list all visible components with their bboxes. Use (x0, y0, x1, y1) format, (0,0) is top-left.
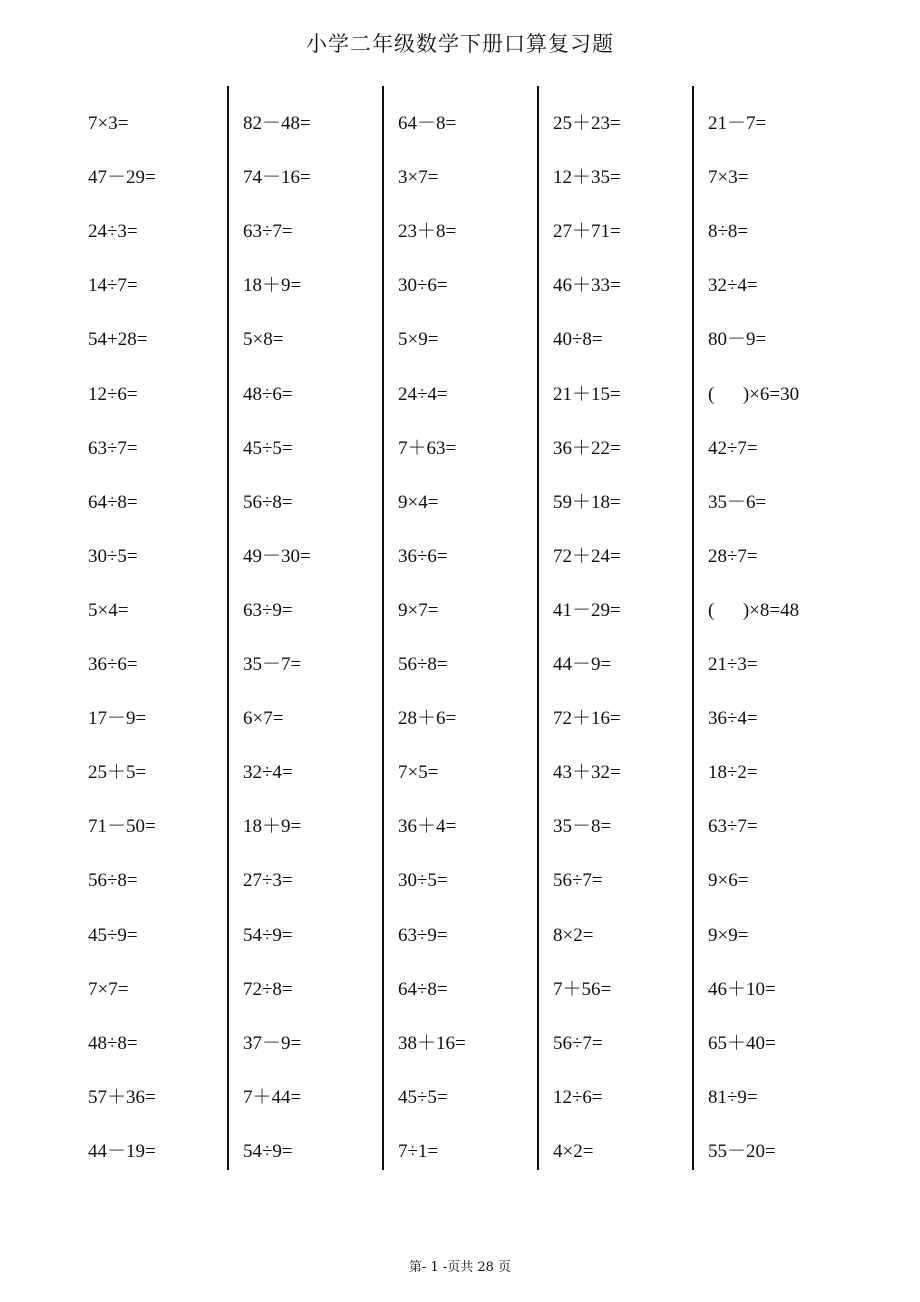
problem-item: 63÷7= (88, 437, 138, 459)
problem-item: 47－29= (88, 167, 156, 189)
problem-item: ( )×8=48 (708, 599, 800, 621)
problem-item: 5×8= (243, 329, 284, 351)
problem-item: 25＋23= (553, 113, 621, 134)
problem-item: 56÷7= (553, 1032, 603, 1054)
problem-item: 12＋35= (553, 167, 621, 189)
problem-item: 63÷9= (243, 599, 293, 621)
problem-item: 38＋16= (398, 1032, 466, 1054)
problem-item: 36÷6= (398, 545, 448, 567)
problem-item: 45÷5= (243, 437, 293, 459)
problem-item: 82－48= (243, 113, 311, 134)
problem-item: 14÷7= (88, 275, 138, 297)
problem-item: 54+28= (88, 329, 148, 351)
exercise-grid (72, 86, 848, 1170)
page-title: 小学二年级数学下册口算复习题 (306, 32, 614, 56)
problem-item: 43＋32= (553, 762, 621, 784)
problem-item: 7×7= (88, 978, 129, 1000)
problem-item: 56÷7= (553, 870, 603, 892)
problem-item: 74－16= (243, 167, 311, 189)
problem-item: 6×7= (243, 708, 284, 730)
problem-item: 9×7= (398, 599, 439, 621)
problem-item: 3×7= (398, 167, 439, 189)
problem-item: 37－9= (243, 1032, 302, 1054)
problem-item: 44－9= (553, 654, 612, 675)
problem-item: 7×3= (88, 113, 129, 134)
problem-item: 45÷5= (398, 1086, 448, 1108)
problem-item: 59＋18= (553, 491, 621, 513)
problem-item: 9×6= (708, 870, 749, 892)
problem-item: 21＋15= (553, 383, 621, 405)
problem-column-5 (692, 86, 847, 1170)
problem-item: 27÷3= (243, 870, 293, 892)
problem-item: 64÷8= (398, 978, 448, 1000)
problem-item: 36＋4= (398, 816, 457, 838)
problem-item: 5×4= (88, 599, 129, 621)
problem-item: 7＋56= (553, 978, 612, 1000)
problem-item: 7＋44= (243, 1086, 302, 1108)
problem-item: 57＋36= (88, 1086, 156, 1108)
problem-item: 36÷4= (708, 708, 758, 730)
problem-item: 80－9= (708, 329, 767, 351)
problem-item: 30÷6= (398, 275, 448, 297)
problem-item: 18÷2= (708, 762, 758, 784)
problem-item: 12÷6= (553, 1086, 603, 1108)
problem-item: 9×9= (708, 924, 749, 946)
problem-item: 56÷8= (88, 870, 138, 892)
problem-item: 30÷5= (398, 870, 448, 892)
problem-item: 65＋40= (708, 1032, 776, 1054)
problem-item: 24÷4= (398, 383, 448, 405)
problem-item: 72÷8= (243, 978, 293, 1000)
problem-item: 54÷9= (243, 1140, 293, 1162)
problem-item: 25＋5= (88, 762, 147, 784)
problem-column-4 (537, 86, 692, 1170)
problem-item: 71－50= (88, 816, 156, 838)
problem-item: 23＋8= (398, 221, 457, 243)
problem-column-1 (72, 86, 227, 1170)
problem-item: 35－7= (243, 654, 302, 675)
problem-item: 54÷9= (243, 924, 293, 946)
problem-item: 35－6= (708, 491, 767, 513)
problem-item: 27＋71= (553, 221, 621, 243)
problem-item: 48÷8= (88, 1032, 138, 1054)
problem-item: 7÷1= (398, 1140, 439, 1162)
problem-item: 4×2= (553, 1140, 594, 1162)
problem-item: 28＋6= (398, 708, 457, 730)
problem-item: 56÷8= (243, 491, 293, 513)
problem-item: 7＋63= (398, 437, 457, 459)
problem-item: 64－8= (398, 113, 457, 134)
problem-item: 46＋10= (708, 978, 776, 1000)
problem-item: 64÷8= (88, 491, 138, 513)
problem-item: 42÷7= (708, 437, 758, 459)
problem-item: 49－30= (243, 545, 311, 567)
page-footer: 第- 1 -页共 28 页 (408, 1260, 512, 1275)
problem-item: 35－8= (553, 816, 612, 838)
problem-item: 46＋33= (553, 275, 621, 297)
problem-item: 44－19= (88, 1140, 156, 1162)
problem-item: 21÷3= (708, 654, 758, 675)
problem-item: 48÷6= (243, 383, 293, 405)
problem-item: 28÷7= (708, 545, 758, 567)
problem-item: 8×2= (553, 924, 594, 946)
problem-item: 8÷8= (708, 221, 749, 243)
problem-item: 63÷9= (398, 924, 448, 946)
problem-item: 18＋9= (243, 816, 302, 838)
problem-item: 63÷7= (708, 816, 758, 838)
problem-item: 17－9= (88, 708, 147, 730)
problem-item: ( )×6=30 (708, 383, 800, 405)
problem-item: 56÷8= (398, 654, 448, 675)
problem-item: 40÷8= (553, 329, 603, 351)
problem-item: 12÷6= (88, 383, 138, 405)
problem-item: 36÷6= (88, 654, 138, 675)
problem-item: 55－20= (708, 1140, 776, 1162)
problem-item: 18＋9= (243, 275, 302, 297)
problem-item: 24÷3= (88, 221, 138, 243)
problem-column-3 (382, 86, 537, 1170)
problem-item: 81÷9= (708, 1086, 758, 1108)
problem-item: 7×3= (708, 167, 749, 189)
problem-item: 41－29= (553, 599, 621, 621)
problem-column-2 (227, 86, 382, 1170)
problem-item: 5×9= (398, 329, 439, 351)
problem-item: 72＋16= (553, 708, 621, 730)
problem-item: 32÷4= (708, 275, 758, 297)
problem-item: 45÷9= (88, 924, 138, 946)
problem-item: 7×5= (398, 762, 439, 784)
problem-item: 32÷4= (243, 762, 293, 784)
problem-item: 30÷5= (88, 545, 138, 567)
problem-item: 9×4= (398, 491, 439, 513)
problem-item: 72＋24= (553, 545, 621, 567)
problem-item: 63÷7= (243, 221, 293, 243)
problem-item: 21－7= (708, 113, 767, 134)
problem-item: 36＋22= (553, 437, 621, 459)
